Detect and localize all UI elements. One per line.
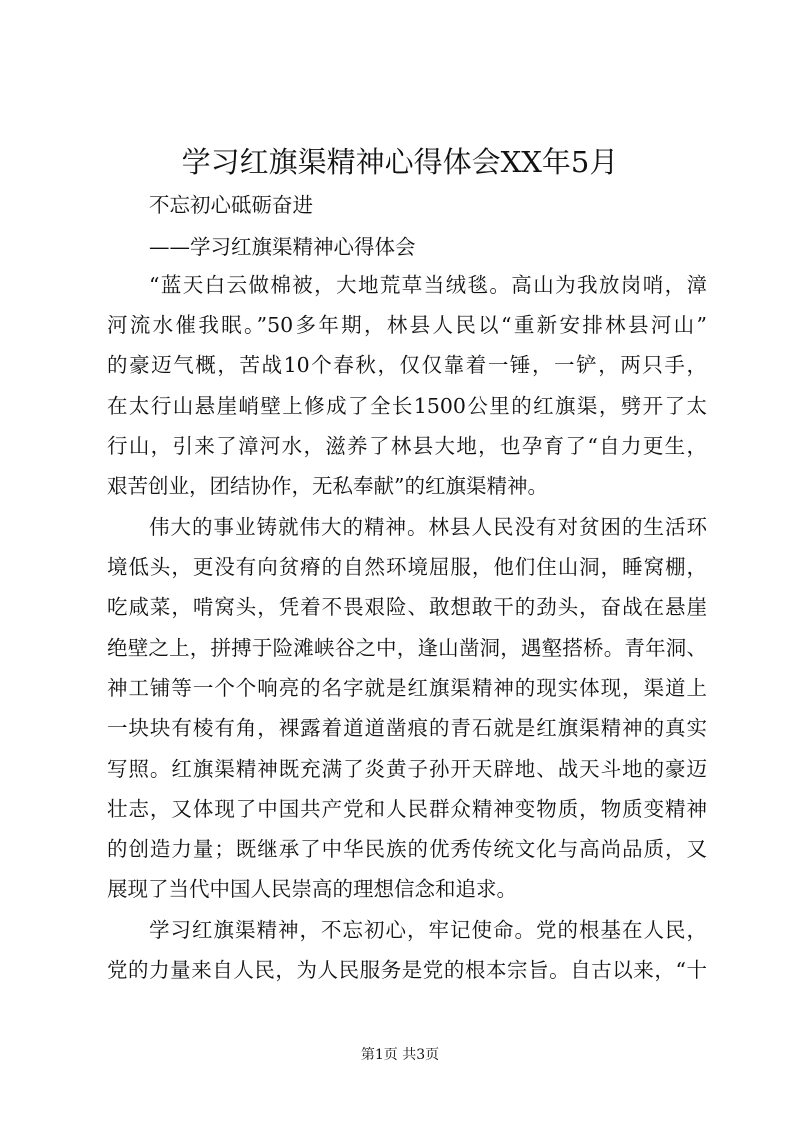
paragraph-line: 写照。红旗渠精神既充满了炎黄子孙开天辟地、战天斗地的豪迈 [107, 757, 707, 781]
page-footer: 第1页 共3页 [360, 1047, 440, 1063]
paragraph-line: 伟大的事业铸就伟大的精神。林县人民没有对贫困的生活环 [149, 515, 707, 539]
paragraph-line: 学习红旗渠精神，不忘初心，牢记使命。党的根基在人民， [149, 918, 707, 942]
paragraph-line: 的豪迈气概，苦战10个春秋，仅仅靠着一锤，一铲，两只手， [107, 353, 707, 377]
paragraph-line: 艰苦创业，团结协作，无私奉献”的红旗渠精神。 [107, 474, 548, 498]
page-title: 学习红旗渠精神心得体会XX年5月 [181, 145, 619, 179]
document-subheading: ——学习红旗渠精神心得体会 [149, 235, 416, 259]
paragraph-line: 境低头，更没有向贫瘠的自然环境屈服，他们住山洞，睡窝棚， [107, 555, 707, 579]
paragraph-line: 绝壁之上，拼搏于险滩峡谷之中，逢山凿洞，遇壑搭桥。青年洞、 [107, 636, 707, 660]
document-subtitle: 不忘初心砥砺奋进 [149, 193, 313, 217]
paragraph-line: “蓝天白云做棉被，大地荒草当绒毯。高山为我放岗哨，漳 [149, 273, 707, 297]
paragraph-line: 行山，引来了漳河水，滋养了林县大地，也孕育了“自力更生， [107, 434, 707, 458]
paragraph-line: 神工铺等一个个响亮的名字就是红旗渠精神的现实体现，渠道上 [107, 676, 707, 700]
paragraph-line: 壮志，又体现了中国共产党和人民群众精神变物质，物质变精神 [107, 797, 707, 821]
paragraph-line: 展现了当代中国人民崇高的理想信念和追求。 [107, 877, 517, 901]
paragraph-line: 一块块有棱有角，裸露着道道凿痕的青石就是红旗渠精神的真实 [107, 716, 707, 740]
paragraph-line: 党的力量来自人民，为人民服务是党的根本宗旨。自古以来，“十 [107, 958, 707, 982]
paragraph-line: 河流水催我眠。”50多年期，林县人民以“重新安排林县河山” [107, 313, 707, 337]
paragraph-line: 在太行山悬崖峭壁上修成了全长1500公里的红旗渠，劈开了太 [107, 394, 707, 418]
paragraph-line: 的创造力量；既继承了中华民族的优秀传统文化与高尚品质，又 [107, 837, 707, 861]
paragraph-line: 吃咸菜，啃窝头，凭着不畏艰险、敢想敢干的劲头，奋战在悬崖 [107, 595, 707, 619]
